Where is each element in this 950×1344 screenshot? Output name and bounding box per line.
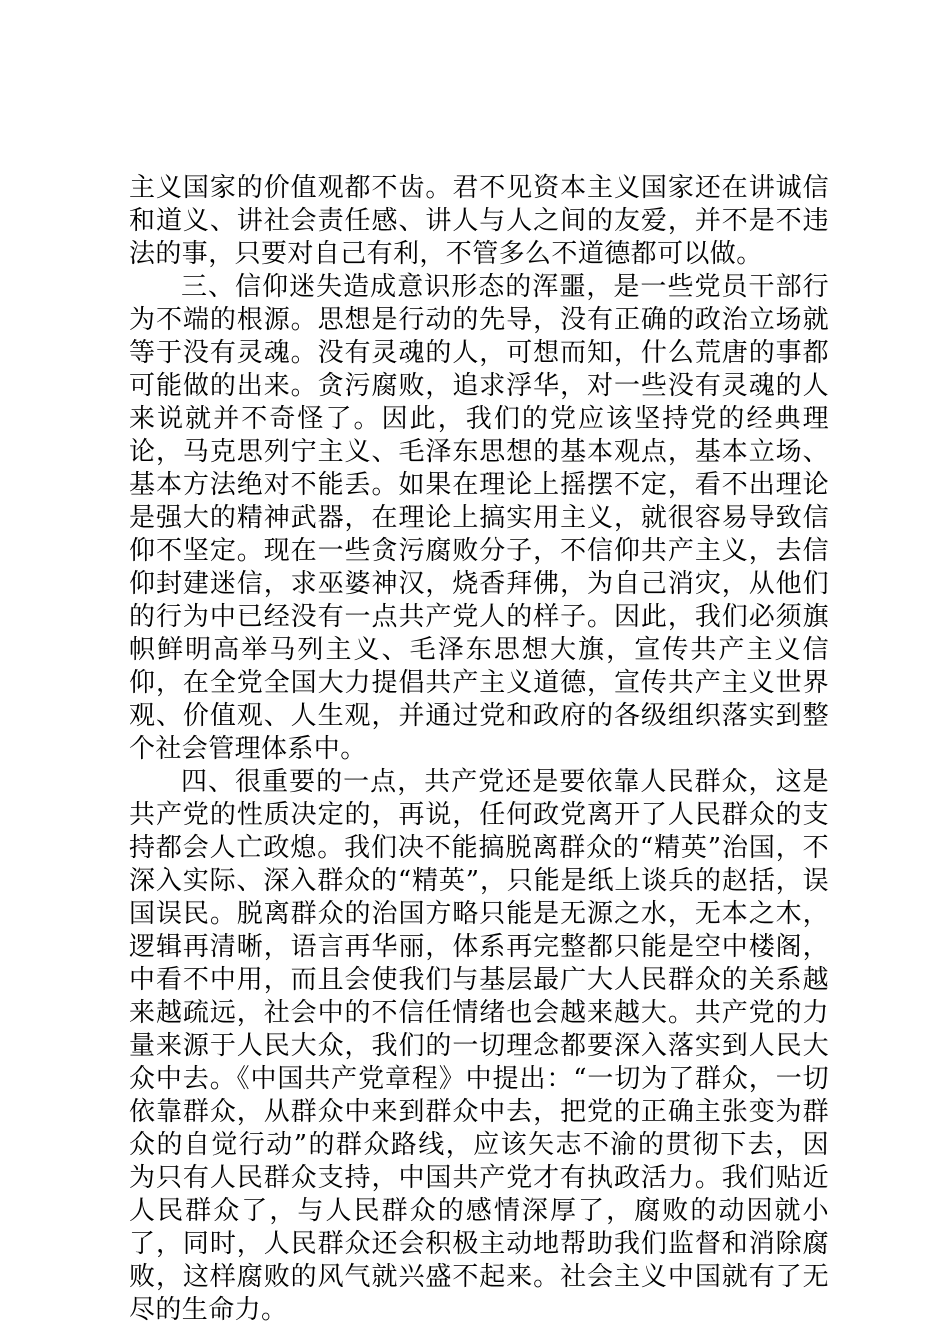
paragraph-continuation: 主义国家的价值观都不齿。君不见资本主义国家还在讲诚信和道义、讲社会责任感、讲人与人之间的友爱，并不是不违法的事，只要对自己有利，不管多么不道德都可以做。: [129, 173, 829, 269]
paragraph-section-four: 四、很重要的一点，共产党还是要依靠人民群众，这是共产党的性质决定的，再说，任何政党离开了人民群众的支持都会人亡政熄。我们决不能搞脱离群众的“精英”治国，不深入实际、深入群众的“精英”，只能是纸上谈兵的赵括，误国误民。脱离群众的治国方略只能是无源之水，无本之木，逻辑再清晰，语言再华丽，体系再完整都只能是空中楼阁，中看不中用，而且会使我们与基层最广大人民群众的关系越来越疏远，社会中的不信任情绪也会越来越大。共产党的力量来源于人民大众，我们的一切理念都要深入落实到人民大众中去。《中国共产党章程》中提出：“一切为了群众，一切依靠群众，从群众中来到群众中去，把党的正确主张变为群众的自觉行动”的群众路线，应该矢志不渝的贯彻下去，因为只有人民群众支持，中国共产党才有执政活力。我们贴近人民群众了，与人民群众的感情深厚了，腐败的动因就小了，同时，人民群众还会积极主动地帮助我们监督和消除腐败，这样腐败的风气就兴盛不起来。社会主义中国就有了无尽的生命力。: [129, 767, 829, 1325]
paragraph-section-three: 三、信仰迷失造成意识形态的浑噩，是一些党员干部行为不端的根源。思想是行动的先导，没有正确的政治立场就等于没有灵魂。没有灵魂的人，可想而知，什么荒唐的事都可能做的出来。贪污腐败，追求浮华，对一些没有灵魂的人来说就并不奇怪了。因此，我们的党应该坚持党的经典理论，马克思列宁主义、毛泽东思想的基本观点，基本立场、基本方法绝对不能丢。如果在理论上摇摆不定，看不出理论是强大的精神武器，在理论上搞实用主义，就很容易导致信仰不坚定。现在一些贪污腐败分子，不信仰共产主义，去信仰封建迷信，求巫婆神汉，烧香拜佛，为自己消灾，从他们的行为中已经没有一点共产党人的样子。因此，我们必须旗帜鲜明高举马列主义、毛泽东思想大旗，宣传共产主义信仰，在全党全国大力提倡共产主义道德，宣传共产主义世界观、价值观、人生观，并通过党和政府的各级组织落实到整个社会管理体系中。: [129, 272, 829, 764]
document-body: [129, 172, 829, 1327]
